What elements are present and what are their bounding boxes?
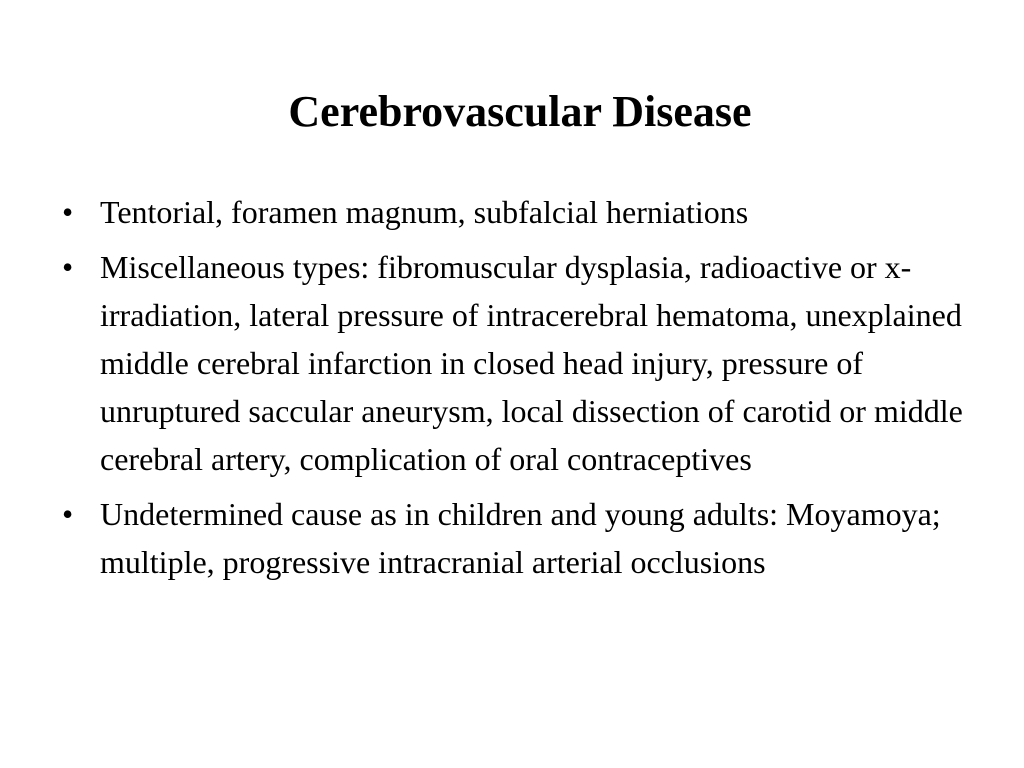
slide-title: Cerebrovascular Disease <box>288 87 752 136</box>
bullet-icon: • <box>62 194 74 230</box>
bullet-item-miscellaneous-types <box>62 243 992 483</box>
bullet-item-herniations <box>62 188 992 236</box>
bullet-item-undetermined-cause <box>62 490 992 586</box>
bullet-text: Tentorial, foramen magnum, subfalcial herniations <box>100 194 749 230</box>
bullet-icon: • <box>62 496 74 532</box>
bullet-text: Miscellaneous types: fibromuscular dysplasia, radioactive or x-irradiation, lateral pressure of intracerebral hematoma, unexplained middle cerebral infarction in closed head injury, pressure of unruptured saccular aneurysm, local dissection of carotid or middle cerebral artery, complication of oral contraceptives <box>100 249 963 477</box>
bullet-icon: • <box>62 249 74 285</box>
bullet-list <box>62 188 992 593</box>
bullet-text: Undetermined cause as in children and young adults: Moyamoya; multiple, progressive intracranial arterial occlusions <box>100 496 941 580</box>
